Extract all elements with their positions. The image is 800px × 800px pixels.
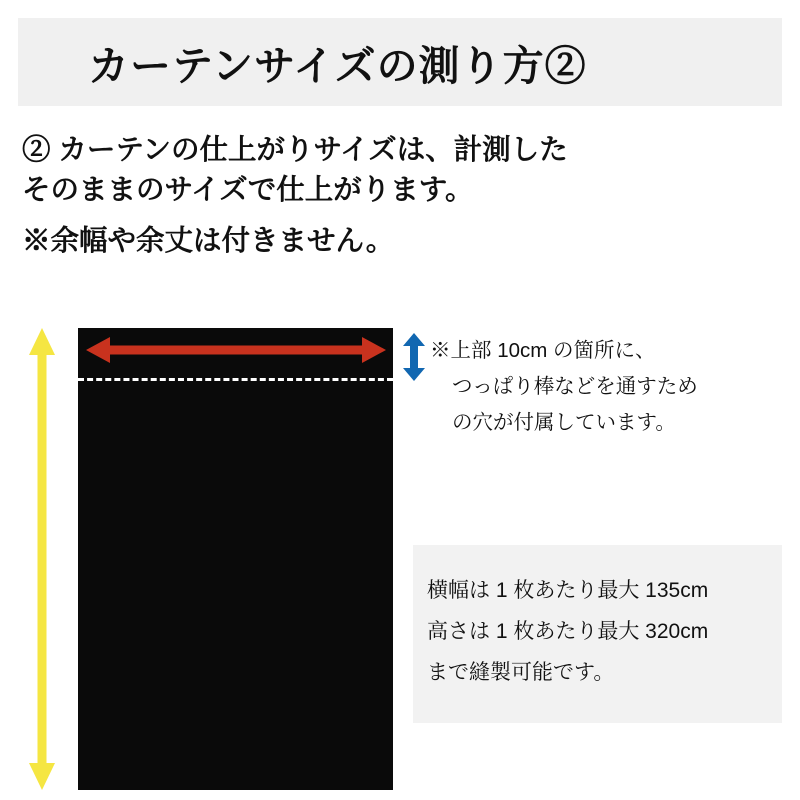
height-measure-arrow (28, 328, 56, 790)
pocket-note-line-3: の穴が付属しています。 (452, 410, 676, 434)
description-line-1: ② カーテンの仕上がりサイズは、計測した (22, 134, 568, 166)
description-block (22, 130, 772, 261)
specification-box (413, 545, 782, 723)
header-banner (18, 18, 782, 106)
curtain-panel (78, 328, 393, 790)
spec-line-note: まで縫製可能です。 (427, 660, 615, 684)
description-line-2: そのままのサイズで仕上がります。 (22, 174, 474, 207)
pocket-note-line-1: ※上部 10cm の箇所に、 (430, 339, 656, 362)
pocket-note (430, 333, 790, 441)
width-measure-arrow (86, 337, 386, 363)
description-note: ※余幅や余丈は付きません。 (22, 224, 395, 257)
pocket-note-line-2: つっぱり棒などを通すため (452, 374, 698, 398)
pocket-height-arrow (402, 333, 426, 381)
pocket-seam-line (78, 378, 393, 381)
spec-line-width: 横幅は 1 枚あたり最大 135cm (427, 579, 709, 602)
spec-line-height: 高さは 1 枚あたり最大 320cm (427, 619, 709, 643)
page-title: カーテンサイズの測り方② (88, 42, 587, 89)
